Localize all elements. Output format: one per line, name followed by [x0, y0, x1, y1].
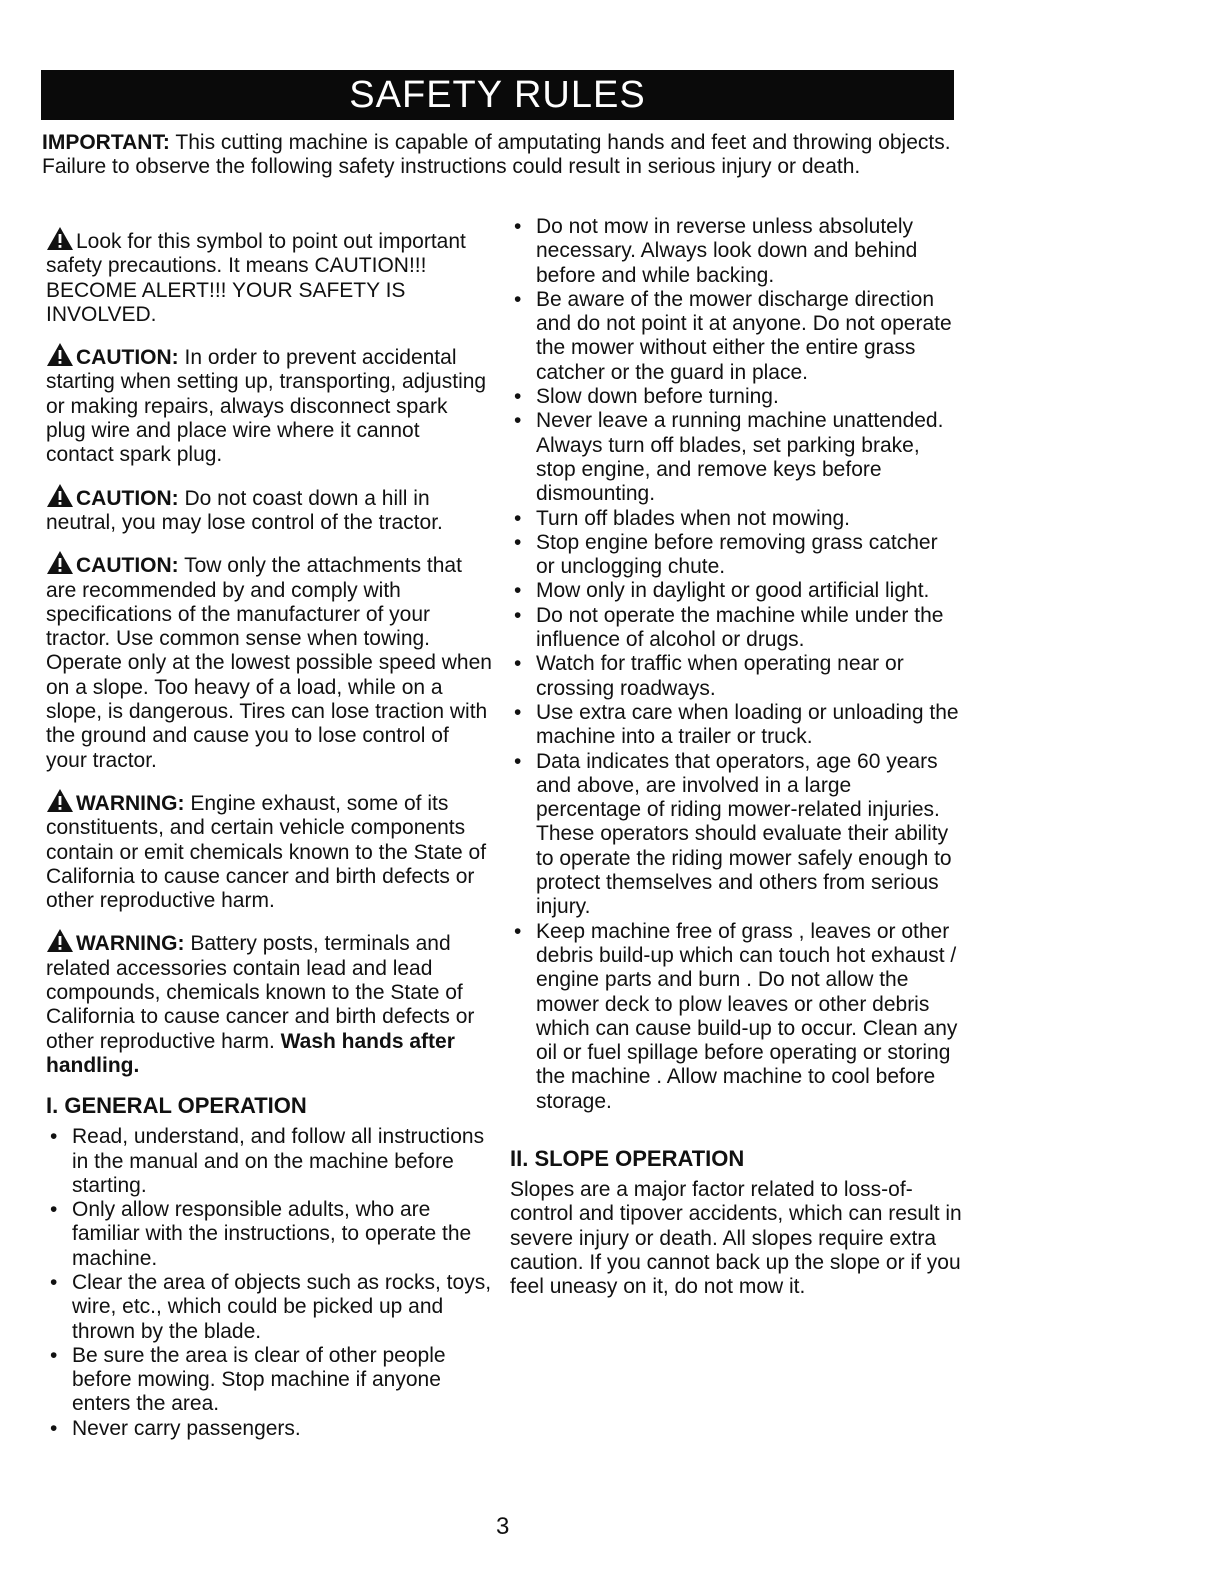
notice-text: Do not coast down a hill in neutral, you may lose control of the tractor. [46, 486, 443, 534]
list-item [46, 1271, 492, 1344]
notice-text: Tow only the attachments that are recommended by and comply with specifications of the manufacturer of your tractor. Use common sense when towing. Operate only at the lowest possible speed when on a slope. Too heavy of a load, while on a slope, is dangerous. Tires can lose traction with the ground and cause you to lose control of your tractor. [46, 554, 492, 772]
bullet-icon: • [514, 579, 522, 603]
bullet-icon: • [514, 409, 522, 433]
list-item-text: Stop engine before removing grass catcher or unclogging chute. [536, 530, 938, 579]
safety-notice [46, 928, 492, 1078]
list-item-text: Be aware of the mower discharge direction and do not point it at anyone. Do not operate the mower without either the entire grass catcher or the guard in place. [536, 287, 952, 384]
list-item-text: Clear the area of objects such as rocks, toys, wire, etc., which could be picked up and thrown by the blade. [72, 1270, 492, 1343]
list-item-text: Data indicates that operators, age 60 years and above, are involved in a large percentage of riding mower-related injuries. These operators should evaluate their ability to operate the riding mower safely enough to protect themselves and others from serious injury. [536, 749, 952, 919]
list-item [510, 579, 962, 603]
notice-label: WARNING: [76, 791, 185, 815]
bullet-icon: • [514, 652, 522, 676]
notice-text: Look for this symbol to point out important safety precautions. It means CAUTION!!! BECOME ALERT!!! YOUR SAFETY IS INVOLVED. [46, 230, 466, 326]
notice-emphasis: Wash hands after handling. [46, 1029, 455, 1077]
list-item-text: Never leave a running machine unattended. Always turn off blades, set parking brake, stop engine, and remove keys before dismounting. [536, 409, 944, 506]
bullet-icon: • [514, 700, 522, 724]
warning-triangle-icon [46, 342, 74, 367]
list-item [46, 1198, 492, 1271]
list-item [510, 507, 962, 531]
intro-label: IMPORTANT: [42, 131, 170, 154]
warning-triangle-icon [46, 550, 74, 575]
slope-operation-heading: II. SLOPE OPERATION [510, 1145, 745, 1171]
list-item [510, 750, 962, 920]
intro-paragraph [42, 131, 957, 179]
bullet-icon: • [514, 530, 522, 554]
list-item [510, 409, 962, 506]
safety-notice [46, 550, 492, 773]
list-item [46, 1125, 492, 1198]
notice-text: Engine exhaust, some of its constituents, and certain vehicle components contain or emit chemicals known to the State of California to cause cancer and birth defects or other reproductive harm. [46, 791, 487, 913]
bullet-icon: • [514, 603, 522, 627]
list-item-text: Use extra care when loading or unloading the machine into a trailer or truck. [536, 700, 959, 749]
list-item [510, 531, 962, 580]
general-operation-heading: I. GENERAL OPERATION [46, 1093, 307, 1119]
list-item-text: Be sure the area is clear of other people before mowing. Stop machine if anyone enters the area. [72, 1343, 446, 1416]
warning-triangle-icon [46, 483, 74, 508]
page-title-banner: SAFETY RULES [41, 70, 954, 120]
notice-label: CAUTION: [76, 486, 179, 510]
list-item-text: Watch for traffic when operating near or crossing roadways. [536, 652, 904, 700]
list-item-text: Only allow responsible adults, who are familiar with the instructions, to operate the machine. [72, 1198, 472, 1270]
list-item [510, 288, 962, 385]
list-item-text: Never carry passengers. [72, 1416, 301, 1440]
warning-triangle-icon [46, 928, 74, 953]
bullet-icon: • [50, 1198, 58, 1222]
intro-text: This cutting machine is capable of amputating hands and feet and throwing objects. Failure to observe the following safety instructions could result in serious injury or death. [42, 131, 951, 178]
list-item [510, 604, 962, 653]
slope-operation-text: Slopes are a major factor related to loss-of-control and tipover accidents, which can result in severe injury or death. All slopes require extra caution. If you cannot back up the slope or if you feel uneasy on it, do not mow it. [510, 1177, 962, 1299]
bullet-icon: • [50, 1343, 58, 1367]
list-item-text: Slow down before turning. [536, 385, 779, 409]
notices-list [46, 226, 492, 1078]
notice-label: CAUTION: [76, 554, 179, 578]
list-item [46, 1417, 492, 1441]
left-column [46, 226, 492, 1441]
list-item [510, 652, 962, 701]
page-number: 3 [496, 1513, 510, 1540]
safety-notice [46, 342, 492, 467]
warning-triangle-icon [46, 226, 74, 251]
list-item [510, 385, 962, 409]
bullet-icon: • [514, 215, 522, 238]
notice-text: Battery posts, terminals and related accessories contain lead and lead compounds, chemicals known to the State of California to cause cancer and birth defects or other reproductive harm. [46, 932, 475, 1053]
bullet-icon: • [50, 1125, 58, 1149]
bullet-icon: • [514, 287, 522, 311]
bullet-icon: • [514, 749, 522, 773]
list-item [46, 1344, 492, 1417]
bullet-icon: • [50, 1416, 58, 1440]
list-item-text: Do not operate the machine while under the influence of alcohol or drugs. [536, 603, 944, 652]
list-item-text: Keep machine free of grass , leaves or other debris build-up which can touch hot exhaust / engine parts and burn . Do not allow the mower deck to plow leaves or other debris which can cause build-up to occur. Clean any oil or fuel spillage before operating or storing the machine . Allow machine to cool before storage. [536, 919, 958, 1113]
bullet-icon: • [514, 919, 522, 943]
safety-notice [46, 226, 492, 327]
notice-label: WARNING: [76, 932, 185, 956]
list-item [510, 920, 962, 1114]
notice-label: CAUTION: [76, 346, 179, 370]
notice-text: In order to prevent accidental starting when setting up, transporting, adjusting or making repairs, always disconnect spark plug wire and place wire where it cannot contact spark plug. [46, 346, 487, 467]
warning-triangle-icon [46, 788, 74, 813]
bullet-icon: • [50, 1270, 58, 1294]
list-item-text: Turn off blades when not mowing. [536, 506, 851, 530]
list-item-text: Read, understand, and follow all instructions in the manual and on the machine before starting. [72, 1125, 485, 1197]
list-item-text: Mow only in daylight or good artificial light. [536, 579, 930, 603]
general-operation-list-continued [510, 215, 962, 1114]
list-item [510, 215, 962, 288]
right-column [510, 215, 962, 1299]
list-item [510, 701, 962, 750]
safety-notice [46, 788, 492, 913]
general-operation-list [46, 1125, 492, 1441]
bullet-icon: • [514, 385, 522, 409]
list-item-text: Do not mow in reverse unless absolutely necessary. Always look down and behind before and while backing. [536, 215, 918, 287]
safety-notice [46, 483, 492, 536]
bullet-icon: • [514, 506, 522, 530]
